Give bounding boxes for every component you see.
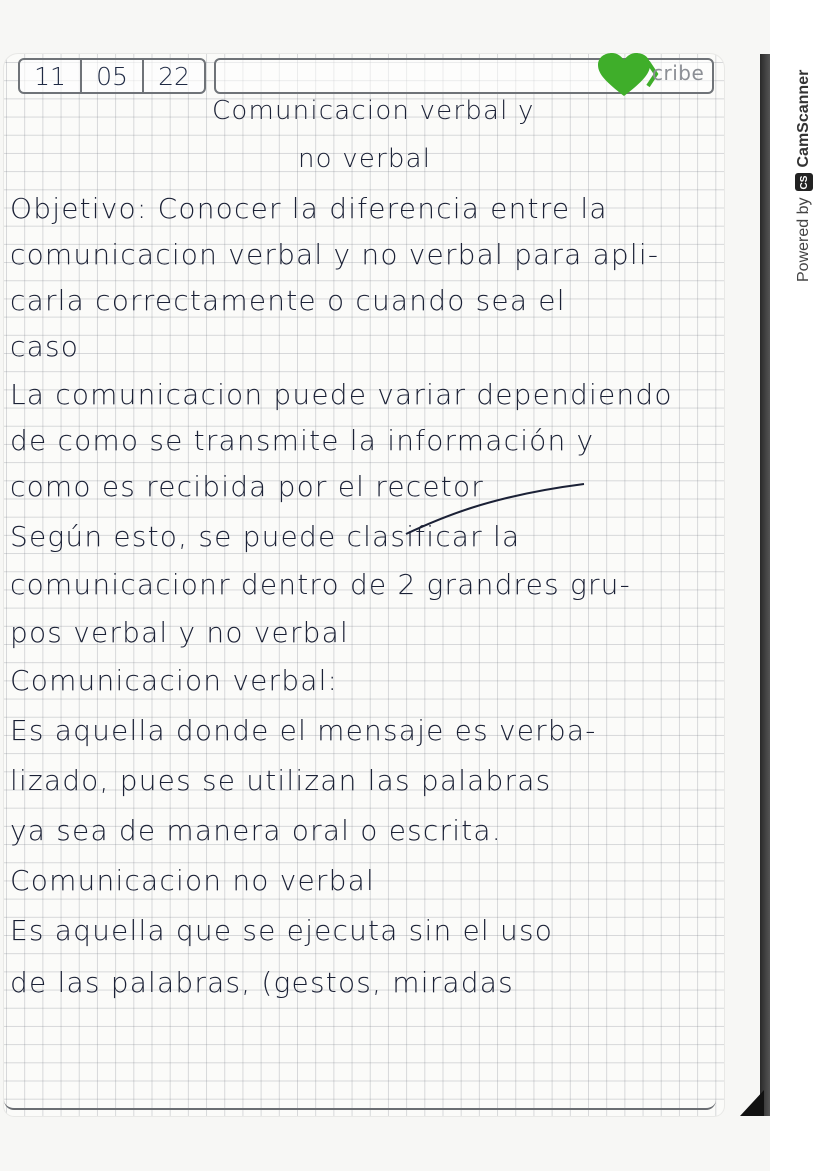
page-title-line-1: Comunicacion verbal y: [212, 96, 535, 126]
pen-strike-mark: [400, 478, 590, 538]
text-line: caso: [10, 330, 80, 363]
text-line: comunicacionr dentro de 2 grandres gru-: [10, 568, 631, 601]
page-bottom-edge: [4, 1080, 716, 1110]
text-line: lizado, pues se utilizan las palabras: [10, 764, 552, 797]
camscanner-logo-icon: CS: [795, 174, 813, 192]
text-line: de como se transmite la información y: [10, 424, 595, 457]
scribe-logo: [596, 52, 714, 100]
watermark-prefix: Powered by: [795, 197, 812, 282]
text-line: Es aquella que se ejecuta sin el uso: [10, 914, 554, 947]
date-year: 22: [158, 61, 190, 91]
text-line: Objetivo: Conocer la diferencia entre la: [10, 192, 608, 225]
text-line: Es aquella donde el mensaje es verba-: [10, 714, 597, 747]
text-line: pos verbal y no verbal: [10, 616, 349, 649]
text-line: ya sea de manera oral o escrita.: [10, 814, 502, 847]
date-day: 11: [20, 60, 82, 92]
section-heading: Comunicacion no verbal: [10, 864, 375, 897]
text-line: de las palabras, (gestos, miradas: [10, 966, 514, 999]
text-line: Según esto, se puede clasificar la: [10, 520, 521, 553]
date-field: [18, 58, 206, 94]
date-month: 05: [82, 60, 144, 92]
section-heading: Comunicacion verbal:: [10, 664, 339, 697]
page-shadow: [760, 54, 770, 1116]
text-line: carla correctamente o cuando sea el: [10, 284, 566, 317]
text-line: comunicacion verbal y no verbal para apli-: [10, 238, 660, 271]
watermark-name: CamScanner: [795, 69, 812, 168]
text-line: como es recibida por el recetor: [10, 470, 485, 503]
text-line: La comunicacion puede variar dependiendo: [10, 378, 673, 411]
page-corner: [740, 1090, 764, 1116]
page-title-line-2: no verbal: [298, 144, 432, 174]
camscanner-watermark: [782, 20, 818, 280]
logo-text: cribe: [652, 61, 705, 85]
